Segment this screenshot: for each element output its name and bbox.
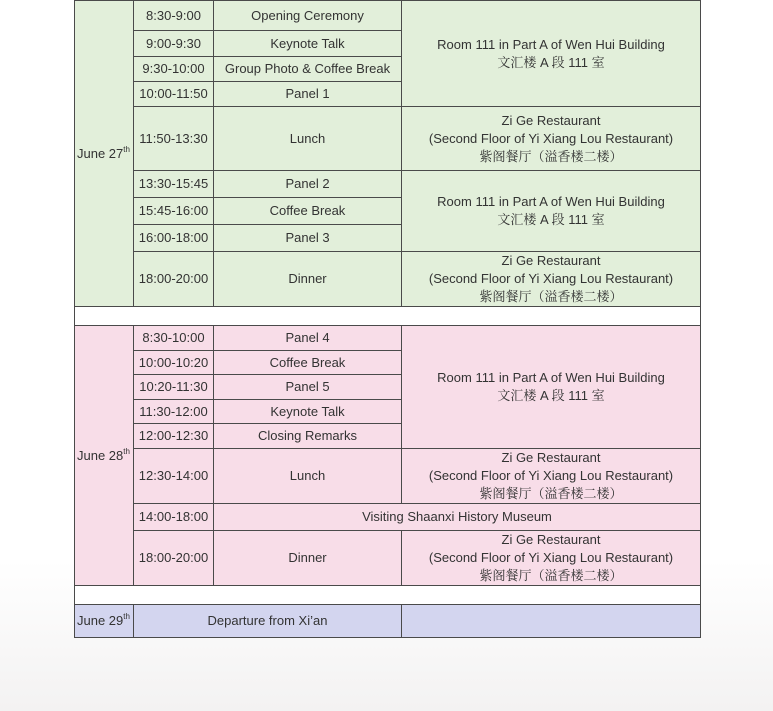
event-cell: Panel 5 (214, 375, 402, 400)
venue-cell: Zi Ge Restaurant (Second Floor of Yi Xiang Lou Restaurant) 紫阁餐厅（溢香楼二楼） (402, 449, 701, 504)
time-cell: 18:00-20:00 (134, 531, 214, 586)
venue-cell: Zi Ge Restaurant (Second Floor of Yi Xiang Lou Restaurant) 紫阁餐厅（溢香楼二楼） (402, 252, 701, 307)
spacer-row (75, 307, 701, 326)
table-row (75, 326, 701, 351)
time-cell: 9:30-10:00 (134, 57, 214, 82)
table-row (75, 449, 701, 504)
table-row (75, 107, 701, 171)
event-cell: Closing Remarks (214, 424, 402, 449)
table-row (75, 504, 701, 531)
event-cell: Dinner (214, 531, 402, 586)
time-cell: 11:50-13:30 (134, 107, 214, 171)
event-cell: Opening Ceremony (214, 1, 402, 31)
table-row (75, 1, 701, 31)
time-cell: 10:20-11:30 (134, 375, 214, 400)
time-cell: 8:30-9:00 (134, 1, 214, 31)
event-cell: Dinner (214, 252, 402, 307)
table-row (75, 252, 701, 307)
time-cell: 12:30-14:00 (134, 449, 214, 504)
event-cell: Panel 2 (214, 171, 402, 198)
time-cell: 8:30-10:00 (134, 326, 214, 351)
time-cell: 18:00-20:00 (134, 252, 214, 307)
venue-cell (402, 605, 701, 638)
venue-cell: Room 111 in Part A of Wen Hui Building 文汇楼 A 段 111 室 (402, 326, 701, 449)
event-cell: Visiting Shaanxi History Museum (214, 504, 701, 531)
event-cell: Coffee Break (214, 198, 402, 225)
table-row (75, 531, 701, 586)
time-cell: 14:00-18:00 (134, 504, 214, 531)
event-cell: Group Photo & Coffee Break (214, 57, 402, 82)
event-cell: Panel 3 (214, 225, 402, 252)
venue-cell: Room 111 in Part A of Wen Hui Building 文汇楼 A 段 111 室 (402, 1, 701, 107)
time-cell: 15:45-16:00 (134, 198, 214, 225)
time-cell: 9:00-9:30 (134, 31, 214, 57)
spacer-row (75, 586, 701, 605)
event-cell: Panel 4 (214, 326, 402, 351)
event-cell: Coffee Break (214, 351, 402, 375)
event-cell: Keynote Talk (214, 31, 402, 57)
date-cell-june-27: June 27th (75, 1, 134, 307)
date-cell-june-28: June 28th (75, 326, 134, 586)
time-cell: 16:00-18:00 (134, 225, 214, 252)
time-cell: 10:00-11:50 (134, 82, 214, 107)
event-cell: Keynote Talk (214, 400, 402, 424)
venue-cell: Room 111 in Part A of Wen Hui Building 文汇楼 A 段 111 室 (402, 171, 701, 252)
time-cell: 10:00-10:20 (134, 351, 214, 375)
table-row (75, 171, 701, 198)
schedule-table (74, 0, 701, 638)
venue-cell: Zi Ge Restaurant (Second Floor of Yi Xiang Lou Restaurant) 紫阁餐厅（溢香楼二楼） (402, 531, 701, 586)
table-row (75, 605, 701, 638)
event-cell: Departure from Xi’an (134, 605, 402, 638)
time-cell: 13:30-15:45 (134, 171, 214, 198)
date-cell-june-29: June 29th (75, 605, 134, 638)
event-cell: Lunch (214, 107, 402, 171)
event-cell: Panel 1 (214, 82, 402, 107)
time-cell: 11:30-12:00 (134, 400, 214, 424)
time-cell: 12:00-12:30 (134, 424, 214, 449)
venue-cell: Zi Ge Restaurant (Second Floor of Yi Xiang Lou Restaurant) 紫阁餐厅（溢香楼二楼） (402, 107, 701, 171)
event-cell: Lunch (214, 449, 402, 504)
